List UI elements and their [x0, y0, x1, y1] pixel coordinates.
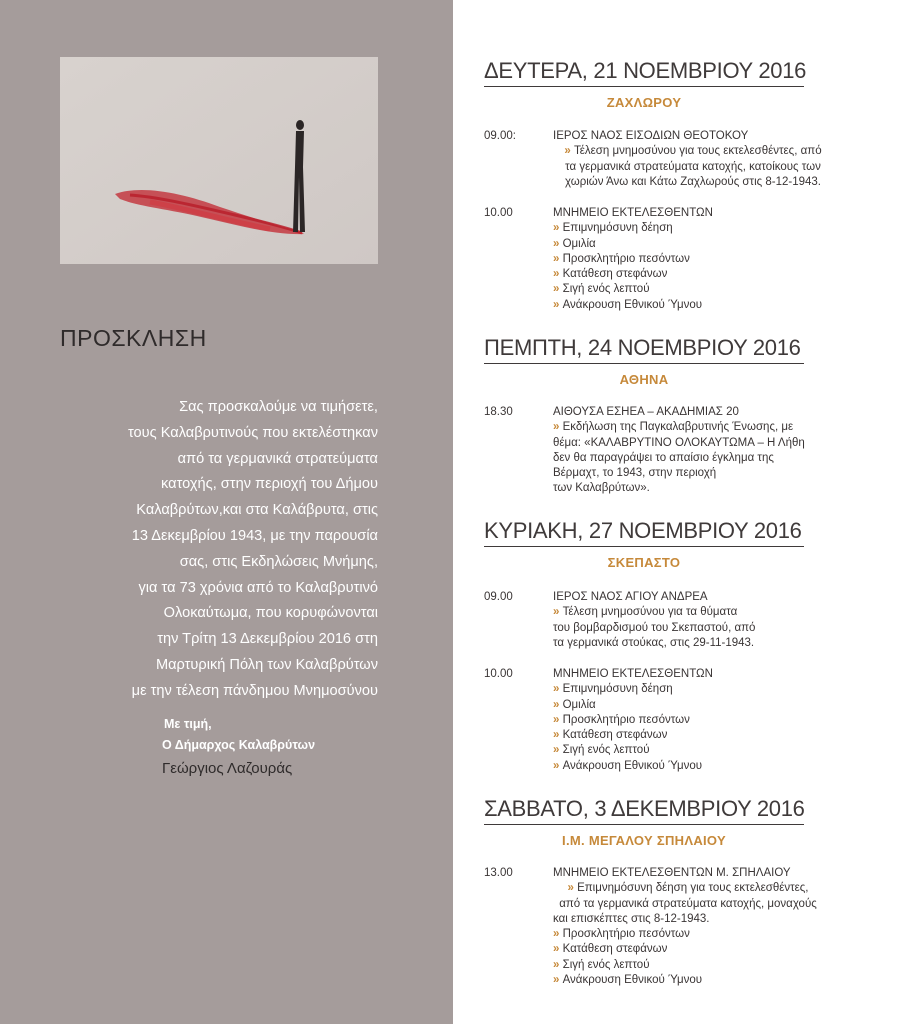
- entry-description: [553, 881, 823, 927]
- desc-line: του βομβαρδισμού του Σκεπαστού, από: [553, 621, 756, 634]
- bullet-item: » Κατάθεση στεφάνων: [553, 268, 668, 281]
- desc-line: Τέλεση μνημοσύνου για τα θύματα: [562, 606, 738, 619]
- day-place: Ι.Μ. ΜΕΓΑΛΟΥ ΣΠΗΛΑΙΟΥ: [562, 833, 726, 848]
- desc-line: Βέρμαχτ, το 1943, στην περιοχή: [553, 467, 717, 480]
- desc-line: θέμα: «ΚΑΛΑΒΡΥΤΙΝΟ ΟΛΟΚΑΥΤΩΜΑ – Η Λήθη: [553, 436, 805, 449]
- day-place: ΖΑΧΛΩΡΟΥ: [606, 95, 682, 110]
- chevron-icon: »: [553, 698, 563, 711]
- chevron-icon: »: [553, 928, 563, 941]
- day-section: [484, 518, 804, 570]
- desc-line: Επιμνημόσυνη δέηση για τους εκτελεσθέντες,: [577, 882, 809, 895]
- chevron-icon: »: [553, 283, 563, 296]
- entry-heading: ΑΙΘΟΥΣΑ ΕΣΗΕΑ – ΑΚΑΔΗΜΙΑΣ 20: [553, 406, 739, 418]
- day-title: ΣΑΒΒΑΤΟ, 3 ΔΕΚΕΜΒΡΙΟΥ 2016: [484, 796, 804, 825]
- bullet-item: » Ομιλία: [553, 698, 596, 711]
- chevron-icon: »: [553, 606, 563, 619]
- entry-time: 09.00:: [484, 130, 516, 142]
- entry-heading: ΜΝΗΜΕΙΟ ΕΚΤΕΛΕΣΘΕΝΤΩΝ: [553, 668, 713, 680]
- invitation-line: Ολοκαύτωμα, που κορυφώνονται: [163, 605, 378, 622]
- desc-line: τα γερμανικά στούκας, στις 29-11-1943.: [553, 636, 755, 649]
- chevron-icon: »: [564, 145, 574, 158]
- bullet-item: » Ανάκρουση Εθνικού Ύμνου: [553, 759, 703, 772]
- entry-description: [553, 420, 833, 496]
- invitation-body: [40, 395, 378, 705]
- day-place: ΣΚΕΠΑΣΤΟ: [607, 555, 681, 570]
- chevron-icon: »: [553, 729, 563, 742]
- signature-regards: Με τιμή,: [164, 717, 212, 731]
- bullet-item: » Κατάθεση στεφάνων: [553, 729, 668, 742]
- bullet-item: » Σιγή ενός λεπτού: [553, 958, 650, 971]
- day-section: [484, 335, 804, 387]
- desc-line: Εκδήλωση της Παγκαλαβρυτινής Ένωσης, με: [562, 421, 794, 434]
- chevron-icon: »: [553, 421, 563, 434]
- painting-image: [60, 57, 378, 264]
- entry-heading: ΙΕΡΟΣ ΝΑΟΣ ΑΓΙΟΥ ΑΝΔΡΕΑ: [553, 591, 708, 603]
- signature-block: [162, 714, 315, 782]
- day-place: ΑΘΗΝΑ: [619, 372, 669, 387]
- bullet-item: » Σιγή ενός λεπτού: [553, 283, 650, 296]
- chevron-icon: »: [553, 713, 563, 726]
- chevron-icon: »: [553, 974, 563, 987]
- bullet-item: » Προσκλητήριο πεσόντων: [553, 928, 690, 941]
- chevron-icon: »: [553, 252, 563, 265]
- chevron-icon: »: [553, 237, 563, 250]
- bullet-item: » Σιγή ενός λεπτού: [553, 744, 650, 757]
- entry-time: 10.00: [484, 668, 513, 680]
- entry-heading: ΜΝΗΜΕΙΟ ΕΚΤΕΛΕΣΘΕΝΤΩΝ: [553, 207, 713, 219]
- bullet-item: » Επιμνημόσυνη δέηση: [553, 222, 673, 235]
- desc-line: και επισκέπτες στις 8-12-1943.: [553, 912, 710, 925]
- bullet-item: » Κατάθεση στεφάνων: [553, 943, 668, 956]
- entry-description: [553, 605, 803, 651]
- bullet-item: » Ανάκρουση Εθνικού Ύμνου: [553, 974, 703, 987]
- invitation-line: σας, στις Εκδηλώσεις Μνήμης,: [179, 553, 378, 570]
- chevron-icon: »: [567, 882, 578, 895]
- desc-line: χωριών Άνω και Κάτω Ζαχλωρούς στις 8-12-1943.: [564, 175, 821, 188]
- invitation-line: Μαρτυρική Πόλη των Καλαβρύτων: [155, 656, 378, 673]
- chevron-icon: »: [553, 759, 563, 772]
- signature-role: Ο Δήμαρχος Καλαβρύτων: [162, 738, 316, 752]
- invitation-line: την Τρίτη 13 Δεκεμβρίου 2016 στη: [157, 631, 378, 648]
- entry-time: 13.00: [484, 867, 513, 879]
- invitation-title: ΠΡΟΣΚΛΗΣΗ: [60, 325, 207, 351]
- bullet-item: » Ομιλία: [553, 237, 596, 250]
- invitation-line: Σας προσκαλούμε να τιμήσετε,: [179, 399, 378, 415]
- invitation-line: τους Καλαβρυτινούς που εκτελέστηκαν: [127, 424, 378, 441]
- bullet-item: » Προσκλητήριο πεσόντων: [553, 252, 690, 265]
- day-section: [484, 796, 804, 848]
- left-panel: [0, 0, 453, 1024]
- invitation-line: από τα γερμανικά στρατεύματα: [177, 450, 378, 467]
- chevron-icon: »: [553, 298, 563, 311]
- chevron-icon: »: [553, 222, 563, 235]
- signature-name: Γεώργιος Λαζουράς: [162, 760, 293, 777]
- desc-line: Τέλεση μνημοσύνου για τους εκτελεσθέντες, από: [574, 145, 822, 158]
- desc-line: των Καλαβρύτων».: [553, 482, 650, 495]
- desc-line: τα γερμανικά στρατεύματα κατοχής, κατοίκους των: [565, 160, 821, 173]
- bullet-item: » Επιμνημόσυνη δέηση: [553, 683, 673, 696]
- chevron-icon: »: [553, 958, 563, 971]
- day-title: ΠΕΜΠΤΗ, 24 ΝΟΕΜΒΡΙΟΥ 2016: [484, 335, 804, 364]
- day-title: ΔΕΥΤΕΡΑ, 21 ΝΟΕΜΒΡΙΟΥ 2016: [484, 58, 804, 87]
- invitation-line: Καλαβρύτων,και στα Καλάβρυτα, στις: [136, 502, 378, 519]
- day-section: [484, 58, 807, 110]
- invitation-line: κατοχής, στην περιοχή του Δήμου: [161, 476, 378, 493]
- invitation-line: 13 Δεκεμβρίου 1943, με την παρουσία: [131, 527, 378, 544]
- invitation-line: για τα 73 χρόνια από το Καλαβρυτινό: [138, 579, 378, 596]
- bullet-item: » Ανάκρουση Εθνικού Ύμνου: [553, 298, 703, 311]
- entry-heading: ΙΕΡΟΣ ΝΑΟΣ ΕΙΣΟΔΙΩΝ ΘΕΟΤΟΚΟΥ: [553, 130, 749, 142]
- chevron-icon: »: [553, 943, 563, 956]
- entry-time: 10.00: [484, 207, 513, 219]
- chevron-icon: »: [553, 268, 563, 281]
- chevron-icon: »: [553, 683, 563, 696]
- invitation-line: με την τέλεση πάνδημου Μνημοσύνου: [131, 682, 378, 699]
- bullet-item: » Προσκλητήριο πεσόντων: [553, 713, 690, 726]
- desc-line: από τα γερμανικά στρατεύματα κατοχής, μοναχούς: [559, 897, 817, 910]
- entry-description: [553, 144, 833, 190]
- entry-time: 18.30: [484, 406, 513, 418]
- entry-time: 09.00: [484, 591, 513, 603]
- chevron-icon: »: [553, 744, 563, 757]
- entry-heading: ΜΝΗΜΕΙΟ ΕΚΤΕΛΕΣΘΕΝΤΩΝ Μ. ΣΠΗΛΑΙΟΥ: [553, 867, 791, 879]
- day-title: ΚΥΡΙΑΚΗ, 27 ΝΟΕΜΒΡΙΟΥ 2016: [484, 518, 804, 547]
- desc-line: δεν θα παραγράψει το απαίσιο έγκλημα της: [553, 451, 774, 464]
